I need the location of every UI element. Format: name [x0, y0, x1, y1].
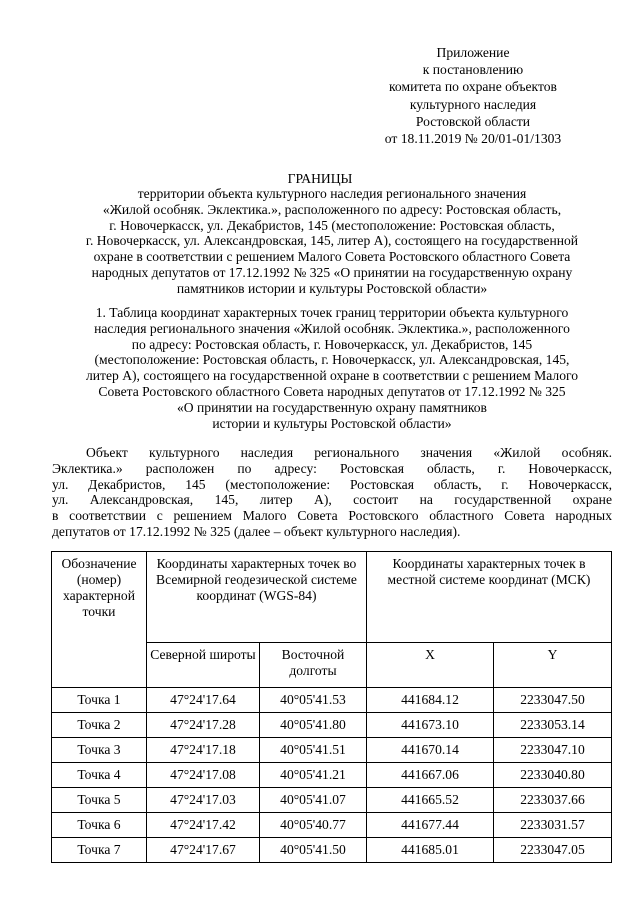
cell-lon: 40°05'41.50 [260, 838, 367, 863]
cell-point: Точка 3 [52, 738, 147, 763]
cell-lat: 47°24'17.42 [147, 813, 260, 838]
subtitle-line: г. Новочеркасск, ул. Декабристов, 145 (местоположение: Ростовская область, [109, 217, 555, 233]
appendix-line: комитета по охране объектов [389, 79, 557, 95]
cell-point: Точка 5 [52, 788, 147, 813]
cell-x: 441665.52 [367, 788, 494, 813]
paragraph-line: ул. Александровская, 145, литер А), состоит на государственной охране [52, 492, 612, 508]
appendix-line: культурного наследия [409, 96, 537, 112]
cell-point: Точка 6 [52, 813, 147, 838]
cell-lat: 47°24'17.67 [147, 838, 260, 863]
appendix-block [358, 44, 588, 147]
cell-x: 441670.14 [367, 738, 494, 763]
section-heading [52, 305, 612, 431]
cell-point: Точка 4 [52, 763, 147, 788]
header-msk: Координаты характерных точек в местной системе координат (МСК) [367, 552, 612, 643]
cell-point: Точка 7 [52, 838, 147, 863]
body-paragraph [52, 445, 612, 540]
cell-lon: 40°05'41.53 [260, 688, 367, 713]
paragraph-line: депутатов от 17.12.1992 № 325 (далее – объект культурного наследия). [52, 523, 461, 539]
cell-lat: 47°24'17.18 [147, 738, 260, 763]
header-wgs: Координаты характерных точек во Всемирной геодезической системе координат (WGS-84) [147, 552, 367, 643]
cell-y: 2233037.66 [494, 788, 612, 813]
paragraph-line: Объект культурного наследия регионального значения «Жилой особняк. [86, 445, 612, 460]
paragraph-line: ул. Декабристов, 145 (местоположение: Ростовская область, г. Новочеркасск, [52, 476, 612, 492]
cell-point: Точка 2 [52, 713, 147, 738]
header-point: Обозначение (номер) характерной точки [52, 552, 147, 688]
table-row [52, 788, 612, 813]
cell-y: 2233047.50 [494, 688, 612, 713]
coordinates-table [51, 551, 612, 863]
cell-lat: 47°24'17.28 [147, 713, 260, 738]
appendix-line: Ростовской области [415, 113, 531, 129]
cell-lat: 47°24'17.64 [147, 688, 260, 713]
cell-lon: 40°05'41.51 [260, 738, 367, 763]
document-subtitle [52, 186, 612, 297]
table-row [52, 688, 612, 713]
cell-lon: 40°05'41.07 [260, 788, 367, 813]
cell-lon: 40°05'41.80 [260, 713, 367, 738]
header-x: X [367, 643, 494, 688]
cell-x: 441673.10 [367, 713, 494, 738]
section-line: по адресу: Ростовская область, г. Новочеркасск, ул. Декабристов, 145 [131, 336, 533, 352]
section-line: истории и культуры Ростовской области» [212, 415, 452, 431]
cell-point: Точка 1 [52, 688, 147, 713]
table-row [52, 763, 612, 788]
cell-lat: 47°24'17.08 [147, 763, 260, 788]
appendix-line: от 18.11.2019 № 20/01-01/1303 [384, 131, 562, 147]
cell-x: 441667.06 [367, 763, 494, 788]
table-row [52, 838, 612, 863]
cell-y: 2233053.14 [494, 713, 612, 738]
section-line: «О принятии на государственную охрану памятников [177, 399, 487, 415]
appendix-line: к постановлению [422, 62, 524, 78]
cell-x: 441677.44 [367, 813, 494, 838]
table-row [52, 713, 612, 738]
paragraph-line: в соответствии с решением Малого Совета Ростовского областного Совета народных [52, 508, 612, 524]
subtitle-line: народных депутатов от 17.12.1992 № 325 «О принятии на государственную охрану [91, 264, 573, 280]
cell-y: 2233047.05 [494, 838, 612, 863]
section-line: литер А), состоящего на государственной охране в соответствии с решением Малого [85, 368, 579, 384]
cell-lon: 40°05'40.77 [260, 813, 367, 838]
section-line: Совета Ростовского областного Совета народных депутатов от 17.12.1992 № 325 [98, 383, 566, 399]
subtitle-line: охране в соответствии с решением Малого Совета Ростовского областного Совета [93, 249, 571, 265]
header-east: Восточной долготы [260, 643, 367, 688]
appendix-line: Приложение [436, 45, 510, 60]
subtitle-line: «Жилой особняк. Эклектика.», расположенного по адресу: Ростовская область, [102, 201, 562, 217]
subtitle-line: памятников истории и культуры Ростовской области» [176, 280, 488, 296]
table-row [52, 738, 612, 763]
section-line: 1. Таблица координат характерных точек границ территории объекта культурного [95, 305, 569, 320]
cell-x: 441684.12 [367, 688, 494, 713]
section-line: (местоположение: Ростовская область, г. Новочеркасск, ул. Александровская, 145, [94, 352, 570, 368]
table-row [52, 813, 612, 838]
subtitle-line: г. Новочеркасск, ул. Александровская, 145, литер А), состоящего на государственной [85, 233, 579, 249]
cell-y: 2233031.57 [494, 813, 612, 838]
header-y: Y [494, 643, 612, 688]
cell-y: 2233040.80 [494, 763, 612, 788]
subtitle-line: территории объекта культурного наследия регионального значения [137, 186, 527, 201]
section-line: наследия регионального значения «Жилой особняк. Эклектика.», расположенного [94, 320, 570, 336]
cell-lat: 47°24'17.03 [147, 788, 260, 813]
paragraph-line: Эклектика.» расположен по адресу: Ростовская область, г. Новочеркасск, [52, 460, 612, 476]
cell-lon: 40°05'41.21 [260, 763, 367, 788]
document-title: ГРАНИЦЫ [287, 171, 353, 186]
cell-y: 2233047.10 [494, 738, 612, 763]
cell-x: 441685.01 [367, 838, 494, 863]
header-north: Северной широты [147, 643, 260, 688]
